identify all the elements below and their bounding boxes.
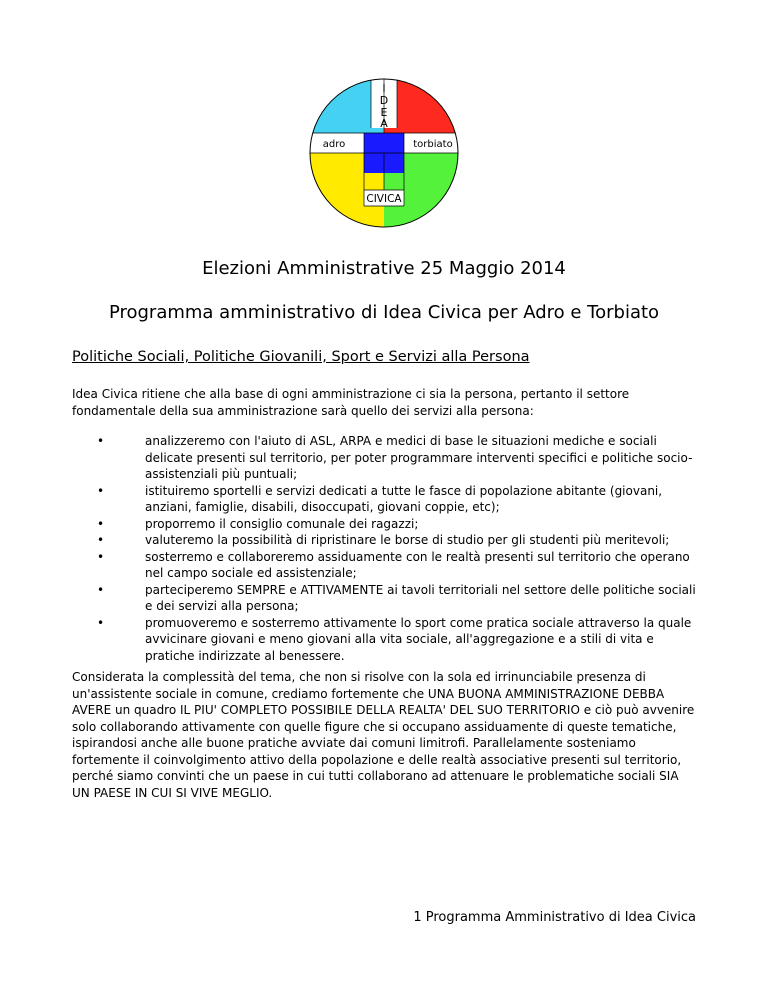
bullet-list bbox=[72, 433, 700, 664]
list-item: • valuteremo la possibilità di ripristinare le borse di studio per gli studenti più meritevoli; bbox=[72, 532, 700, 549]
logo-letter-d: D bbox=[379, 94, 389, 107]
page-title: Elezioni Amministrative 25 Maggio 2014 bbox=[202, 258, 566, 279]
list-item: • istituiremo sportelli e servizi dedicati a tutte le fasce di popolazione abitante (giovani, anziani, famiglie, disabili, disoccupati, giovani coppie, etc); bbox=[72, 483, 700, 516]
section-heading: Politiche Sociali, Politiche Giovanili, Sport e Servizi alla Persona bbox=[72, 349, 530, 365]
closing-paragraph: Considerata la complessità del tema, che non si risolve con la sola ed irrinunciabile presenza di un'assistente sociale in comune, crediamo fortemente che UNA BUONA AMMINISTRAZIONE DEBBA AVERE un quadro IL PIU' COMPLETO POSSIBILE DELLA REALTA' DEL SUO TERRITORIO e ciò può avvenire solo collaborando attivamente con quelle figure che si occupano assiduamente di queste tematiche, ispirandosi anche alle buone pratiche avviate dai comuni limitrofi. Parallelamente sosteniamo fortemente il coinvolgimento attivo della popolazione e delle realtà associative presenti sul territorio, perché siamo convinti che un paese in cui tutti collaborano ad attenuare le problematiche sociali SIA UN PAESE IN CUI SI VIVE MEGLIO. bbox=[72, 670, 695, 800]
idea-civica-logo bbox=[309, 78, 459, 228]
logo-letter-i: I bbox=[382, 82, 386, 95]
list-item: • analizzeremo con l'aiuto di ASL, ARPA e medici di base le situazioni mediche e sociali delicate presenti sul territorio, per poter programmare interventi specifici e politiche socio-assistenziali più puntuali; bbox=[72, 433, 700, 483]
list-item: • proporremo il consiglio comunale dei ragazzi; bbox=[72, 516, 700, 533]
logo-label-adro: adro bbox=[322, 139, 346, 150]
page-subtitle: Programma amministrativo di Idea Civica per Adro e Torbiato bbox=[108, 302, 660, 323]
list-item: • parteciperemo SEMPRE e ATTIVAMENTE ai tavoli territoriali nel settore delle politiche sociali e dei servizi alla persona; bbox=[72, 582, 700, 615]
logo-letter-e: E bbox=[380, 106, 388, 119]
intro-paragraph: Idea Civica ritiene che alla base di ogni amministrazione ci sia la persona, pertanto il settore fondamentale della sua amministrazione sarà quello dei servizi alla persona: bbox=[72, 387, 630, 418]
list-item: • sosterremo e collaboreremo assiduamente con le realtà presenti sul territorio che operano nel campo sociale ed assistenziale; bbox=[72, 549, 700, 582]
list-item: • promuoveremo e sosterremo attivamente lo sport come pratica sociale attraverso la quale avvicinare giovani e meno giovani alla vita sociale, all'aggregazione e a stili di vita e pratiche indirizzate al benessere. bbox=[72, 615, 700, 665]
page-footer: 1 Programma Amministrativo di Idea Civica bbox=[413, 910, 696, 925]
logo-label-civica: CIVICA bbox=[366, 193, 402, 205]
logo-label-torbiato: torbiato bbox=[413, 139, 453, 150]
logo-letter-a: A bbox=[380, 117, 388, 130]
